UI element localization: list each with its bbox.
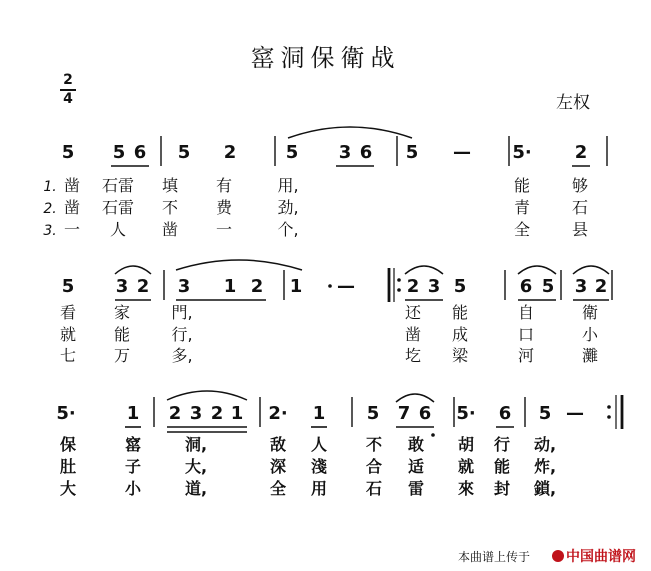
lyric: 封 (493, 479, 511, 498)
lyric: 小 (124, 479, 142, 498)
note: 3 (189, 403, 203, 424)
lyric: 洞, (184, 435, 208, 454)
note: 5 (61, 142, 75, 163)
lyric: 人 (310, 435, 328, 454)
note: 2 (250, 276, 264, 297)
lyric: 炸, (533, 457, 557, 476)
lyric: 成 (451, 325, 469, 344)
lyric: 不 (161, 198, 179, 217)
lyric: 一 (63, 220, 81, 239)
note: 1 (126, 403, 140, 424)
lyric: 够 (571, 176, 589, 195)
lyric: 个, (277, 220, 299, 239)
lyric: 填 (161, 176, 179, 195)
note: 2 (210, 403, 224, 424)
note: 2 (136, 276, 150, 297)
note: 1 (312, 403, 326, 424)
note: 2 (223, 142, 237, 163)
note: 5 (285, 142, 299, 163)
note: 2 (406, 276, 420, 297)
note: 5 (453, 276, 467, 297)
note: 5 (366, 403, 380, 424)
lyric: 自 (517, 303, 535, 322)
lyric: 胡 (457, 435, 475, 454)
lyric: 梁 (451, 346, 469, 365)
lyric: 全 (269, 479, 287, 498)
lyric: 石 (571, 198, 589, 217)
note: 7 (397, 403, 411, 424)
note: 3 (574, 276, 588, 297)
slur-arc (167, 391, 247, 400)
note: 2 (574, 142, 588, 163)
note: 5 (541, 276, 555, 297)
note: 5 (177, 142, 191, 163)
composer-credit: 左权 (556, 93, 590, 113)
lyric: 石雷 (101, 176, 135, 195)
site-logo-icon (552, 550, 564, 562)
lyric: 敢 (407, 435, 425, 454)
note: 5 (61, 276, 75, 297)
note: — (566, 403, 584, 424)
lyric: 合 (365, 457, 383, 476)
lyric: 多, (171, 346, 193, 365)
note: 1 (230, 403, 244, 424)
note: 2 (594, 276, 608, 297)
lyric: 石 (365, 479, 383, 498)
lyric: 行 (493, 435, 511, 454)
lyric: 衛 (581, 303, 599, 322)
note: 1 (223, 276, 237, 297)
slur-arc (405, 266, 443, 274)
note: 1 (289, 276, 303, 297)
note: 6 (133, 142, 147, 163)
lyric: 淺 (310, 457, 328, 476)
note-dot (328, 284, 332, 288)
lyric: 动, (533, 435, 557, 454)
lyric: 鎖, (533, 479, 557, 498)
tie-arc (288, 127, 412, 138)
lyric: 一 (215, 220, 233, 239)
lyric: 还 (404, 303, 422, 322)
verse-number: 2. (43, 201, 57, 217)
lyric: 門, (171, 303, 193, 322)
lyric: 大, (184, 457, 208, 476)
lyric: 就 (59, 325, 77, 344)
low-octave-dot (431, 433, 435, 437)
note: — (453, 142, 471, 163)
lyric: 深 (269, 457, 287, 476)
time-signature-top: 2 (63, 72, 73, 88)
note: 5 (405, 142, 419, 163)
lyric: 不 (365, 435, 383, 454)
lyric: 灘 (581, 346, 599, 365)
lyric: 能 (451, 303, 469, 322)
lyric: 凿 (404, 325, 422, 344)
note: 5· (56, 403, 76, 424)
lyric: 石雷 (101, 198, 135, 217)
note: — (337, 276, 355, 297)
note: 2 (168, 403, 182, 424)
upload-credit: 本曲谱上传于 (458, 550, 531, 564)
note: 6 (418, 403, 432, 424)
note: 6 (519, 276, 533, 297)
lyric: 凿 (63, 198, 81, 217)
note: 5· (512, 142, 532, 163)
lyric: 河 (517, 346, 535, 365)
lyric: 县 (571, 220, 589, 239)
verse-number: 1. (43, 179, 57, 195)
lyric: 就 (457, 457, 475, 476)
lyric: 小 (581, 325, 599, 344)
lyric: 劲, (277, 198, 299, 217)
lyric: 口 (517, 325, 535, 344)
repeat-dot (607, 405, 611, 409)
lyric: 敌 (269, 435, 287, 454)
note: 3 (177, 276, 191, 297)
site-logo-text: 中国曲谱网 (566, 549, 636, 565)
note: 2· (268, 403, 288, 424)
site-logo (552, 546, 636, 566)
note: 5 (112, 142, 126, 163)
lyric: 子 (124, 457, 142, 476)
lyric: 大 (59, 479, 77, 498)
lyric: 窰 (124, 435, 142, 454)
slur-arc (573, 266, 609, 274)
lyric: 人 (109, 220, 127, 239)
time-signature-bottom: 4 (63, 91, 73, 107)
lyric: 七 (59, 346, 77, 365)
note: 3 (427, 276, 441, 297)
repeat-dot (397, 278, 401, 282)
note: 5 (538, 403, 552, 424)
lyric: 來 (457, 479, 475, 498)
lyric: 适 (407, 457, 425, 476)
lyric: 肚 (59, 457, 77, 476)
lyric: 行, (171, 325, 193, 344)
lyric: 有 (215, 176, 233, 195)
lyric: 保 (59, 435, 77, 454)
tie-arc (176, 260, 302, 270)
slur-arc (518, 266, 556, 274)
lyric: 用, (277, 176, 299, 195)
lyric: 费 (215, 198, 233, 217)
lyric: 道, (184, 479, 208, 498)
note: 3 (115, 276, 129, 297)
lyric: 凿 (63, 176, 81, 195)
lyric: 万 (113, 346, 131, 365)
lyric: 凿 (161, 220, 179, 239)
repeat-dot (607, 415, 611, 419)
note: 5· (456, 403, 476, 424)
slur-arc (396, 394, 434, 402)
lyric: 能 (513, 176, 531, 195)
lyric: 能 (493, 457, 511, 476)
note: 6 (359, 142, 373, 163)
slur-arc (115, 266, 151, 274)
lyric: 家 (113, 303, 131, 322)
lyric: 圪 (404, 346, 422, 365)
lyric: 全 (513, 220, 531, 239)
note: 6 (498, 403, 512, 424)
lyric: 青 (513, 198, 531, 217)
song-title: 窰洞保衛战 (250, 44, 401, 72)
lyric: 用 (310, 479, 328, 498)
repeat-dot (397, 288, 401, 292)
note: 3 (338, 142, 352, 163)
lyric: 能 (113, 325, 131, 344)
verse-number: 3. (43, 223, 57, 239)
lyric: 雷 (407, 479, 425, 498)
lyric: 看 (59, 303, 77, 322)
